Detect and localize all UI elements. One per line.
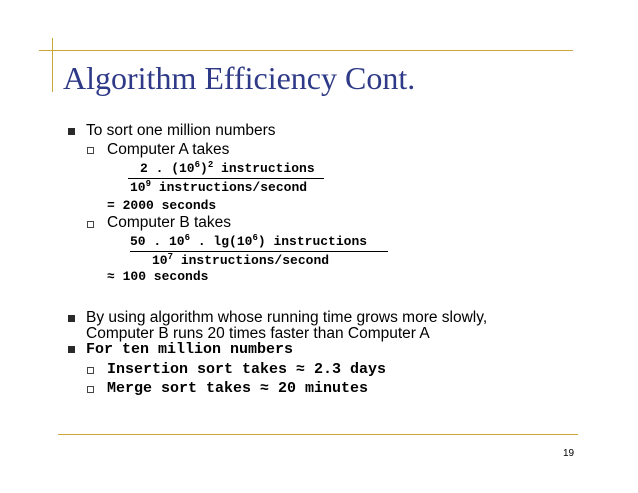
slide-title: Algorithm Efficiency Cont. <box>63 60 416 96</box>
bullet-hollow-icon <box>87 386 94 393</box>
sub-computer-b: Computer B takes <box>107 214 232 231</box>
bullet-ten-million: For ten million numbers <box>86 341 294 358</box>
bottom-rule <box>58 434 578 435</box>
left-rule <box>52 38 53 92</box>
bullet-using-algorithm-line1: By using algorithm whose running time grows more slowly, <box>86 309 488 326</box>
sub-merge-sort: Merge sort takes ≈ 20 minutes <box>107 380 369 397</box>
bullet-square-icon <box>68 128 75 135</box>
a-numerator: 2 . $(10^6)^2$ instructions <box>140 160 315 176</box>
bullet-square-icon <box>68 315 75 322</box>
a-result: = 2000 seconds <box>107 198 217 213</box>
bullet-hollow-icon <box>87 147 94 154</box>
bullet-square-icon <box>68 346 75 353</box>
bullet-hollow-icon <box>87 221 94 228</box>
bullet-using-algorithm-line2: Computer B runs 20 times faster than Computer A <box>86 325 430 342</box>
bullet-hollow-icon <box>87 367 94 374</box>
b-result: ≈ 100 seconds <box>107 269 209 284</box>
a-denominator: $10^9$ instructions/second <box>130 179 308 195</box>
sub-insertion-sort: Insertion sort takes ≈ 2.3 days <box>107 361 387 378</box>
page-number: 19 <box>563 448 575 459</box>
bullet-sort-one-million: To sort one million numbers <box>86 122 276 139</box>
sub-computer-a: Computer A takes <box>107 141 230 158</box>
b-denominator: $10^7$ instructions/second <box>152 252 330 268</box>
a-fraction-bar <box>128 178 324 179</box>
top-rule <box>39 50 573 51</box>
b-numerator: 50 . $10^6$ . $\lg(10^6)$ instructions <box>130 233 368 249</box>
